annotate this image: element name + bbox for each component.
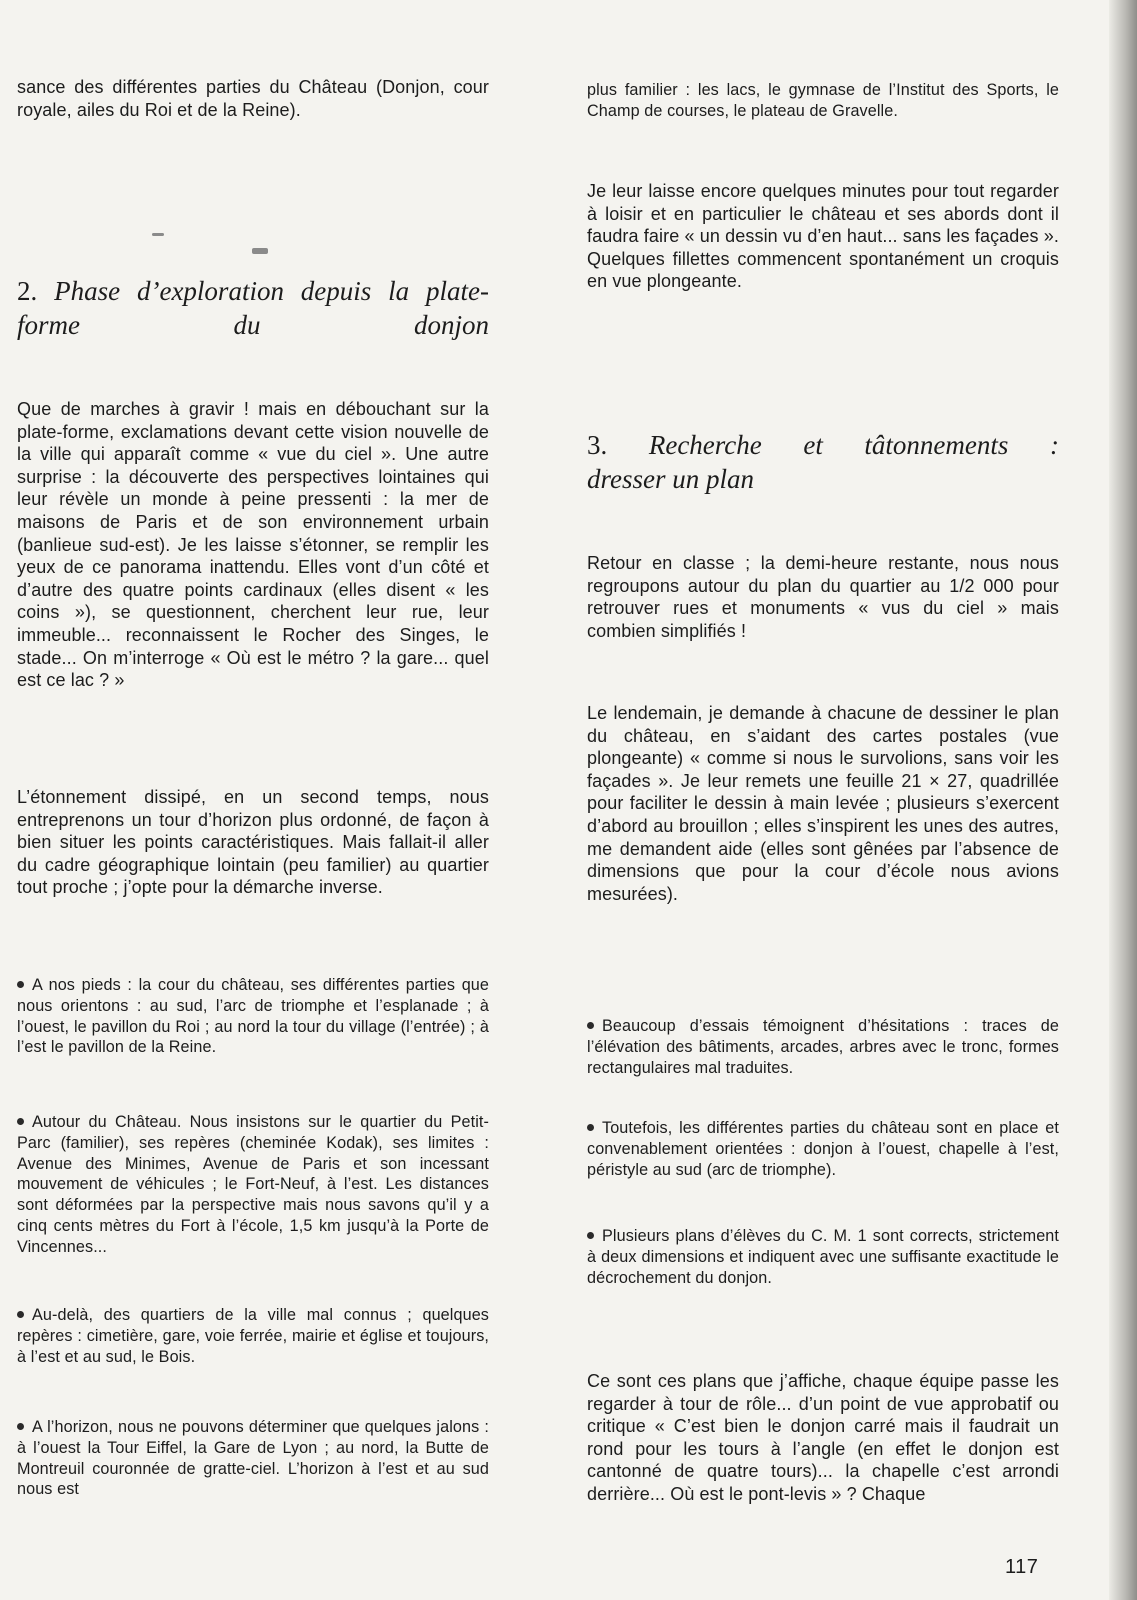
bullet-dot-icon	[587, 1232, 594, 1239]
section-3-heading-line2	[587, 462, 1059, 496]
bullet-item	[587, 1118, 1059, 1180]
section-3-title-line1: Recherche et tâtonnements :	[648, 430, 1059, 460]
bullet-dot-icon	[17, 1311, 24, 1318]
bullet-text: Toutefois, les différentes parties du château sont en place et convenablement orientées : donjon à l’ouest, chapelle à l’est, péristyle au sud (arc de triomphe).	[587, 1119, 1059, 1179]
continuation-paragraph: plus familier : les lacs, le gymnase de l’Institut des Sports, le Champ de courses, le plateau de Gravelle.	[587, 81, 1059, 120]
section-2-title: Phase d’exploration depuis la plate-forme du donjon	[17, 276, 490, 340]
bullet-dot-icon	[17, 1423, 24, 1430]
bullet-text: A nos pieds : la cour du château, ses différentes parties que nous orientons : au sud, l’arc de triomphe et l’esplanade ; à l’ouest, le pavillon du Roi ; au nord la tour du village (l’entrée) ; à l’est le pavillon de la Reine.	[17, 976, 489, 1057]
section-2-heading	[17, 274, 489, 342]
section-3-heading-line1	[587, 428, 1059, 462]
section-3-number: 3.	[587, 430, 608, 460]
page-number: 117	[1005, 1556, 1039, 1578]
next-day-paragraph: Le lendemain, je demande à chacune de dessiner le plan du château, en s’aidant des cartes postales (vue plongeante) « comme si nous le survolions, sans voir les façades ». Je leur remets une feuille 21 × 27, quadrillée pour faciliter le dessin à main levée ; plusieurs s’exercent d’abord au brouillon ; elles s’inspirent les unes des autres, me demandent aide (elles sont gênées par l’absence de dimensions que pour la cour d’école nous avions mesurées).	[587, 703, 1059, 904]
bullet-dot-icon	[587, 1124, 594, 1131]
closing-paragraph: Ce sont ces plans que j’affiche, chaque équipe passe les regarder à tour de rôle... d’un point de vue approbatif ou critique « C’est bien le donjon carré mais il faudrait un rond pour les tours à l’angle (en effet le donjon est cantonné de quatre tours)... la chapelle c’est arrondi derrière... Où est le pont-levis » ? Chaque	[587, 1371, 1059, 1504]
bullet-dot-icon	[587, 1022, 594, 1029]
bullet-item	[587, 1226, 1059, 1288]
bullet-item	[17, 1417, 489, 1500]
bullet-text: A l’horizon, nous ne pouvons déterminer que quelques jalons : à l’ouest la Tour Eiffel, la Gare de Lyon ; au nord, la Butte de Montreuil couronnée de gratte-ciel. L’horizon à l’est et au sud nous est	[17, 1418, 489, 1499]
bullet-dot-icon	[17, 981, 24, 988]
bullet-text: Plusieurs plans d’élèves du C. M. 1 sont corrects, strictement à deux dimensions et indiquent avec une suffisante exactitude le décrochement du donjon.	[587, 1227, 1059, 1287]
bullet-text: Autour du Château. Nous insistons sur le quartier du Petit-Parc (familier), ses repères (cheminée Kodak), ses limites : Avenue des Minimes, Avenue de Paris et son incessant mouvement de véhicules ; le Fort-Neuf, à l’est. Les distances sont déformées par la perspective mais nous savons qu’il y a cinq cents mètres du Fort à l’école, 1,5 km jusqu’à la Porte de Vincennes...	[17, 1113, 489, 1256]
bullet-dot-icon	[17, 1118, 24, 1125]
intro-paragraph: sance des différentes parties du Château (Donjon, cour royale, ailes du Roi et de la Reine).	[17, 77, 489, 120]
page-edge-shadow	[1109, 0, 1137, 1600]
minutes-paragraph: Je leur laisse encore quelques minutes pour tout regarder à loisir et en particulier le château et ses abords dont il faudra faire « un dessin vu d’en haut... sans les façades ». Quelques fillettes commencent spontanément un croquis en vue plongeante.	[587, 181, 1059, 292]
scan-speck	[252, 248, 268, 254]
section-2-number: 2.	[17, 276, 38, 306]
bullet-item	[17, 975, 489, 1058]
return-class-paragraph: Retour en classe ; la demi-heure restante, nous nous regroupons autour du plan du quartier au 1/2 000 pour retrouver rues et monuments « vus du ciel » mais combien simplifiés !	[587, 553, 1059, 641]
second-time-paragraph: L’étonnement dissipé, en un second temps, nous entreprenons un tour d’horizon plus ordonné, de façon à bien situer les points caractéristiques. Mais fallait-il aller du cadre géographique lointain (peu familier) au quartier tout proche ; j’opte pour la démarche inverse.	[17, 787, 489, 898]
section-3-title-line2: dresser un plan	[587, 464, 754, 494]
bullet-item	[17, 1305, 489, 1367]
bullet-text: Au-delà, des quartiers de la ville mal connus ; quelques repères : cimetière, gare, voie ferrée, mairie et église et toujours, à l’est et au sud, le Bois.	[17, 1306, 489, 1366]
bullet-item	[587, 1016, 1059, 1078]
bullet-text: Beaucoup d’essais témoignent d’hésitations : traces de l’élévation des bâtiments, arcades, arbres avec le tronc, formes rectangulaires mal traduites.	[587, 1017, 1059, 1077]
scan-speck	[152, 233, 164, 236]
bullet-item	[17, 1112, 489, 1258]
exploration-paragraph: Que de marches à gravir ! mais en débouchant sur la plate-forme, exclamations devant cette vision nouvelle de la ville qui apparaît comme « vue du ciel ». Une autre surprise : la découverte des perspectives lointaines qui leur révèle un monde à peine pressenti : la mer de maisons de Paris et de son environnement urbain (banlieue sud-est). Je les laisse s’étonner, se remplir les yeux de ce panorama inattendu. Elles vont d’un côté et d’autre des quatre points cardinaux (elles disent « les coins »), se questionnent, cherchent leur rue, leur immeuble... reconnaissent le Rocher des Singes, le stade... On m’interroge « Où est le métro ? la gare... quel est ce lac ? »	[17, 399, 489, 691]
